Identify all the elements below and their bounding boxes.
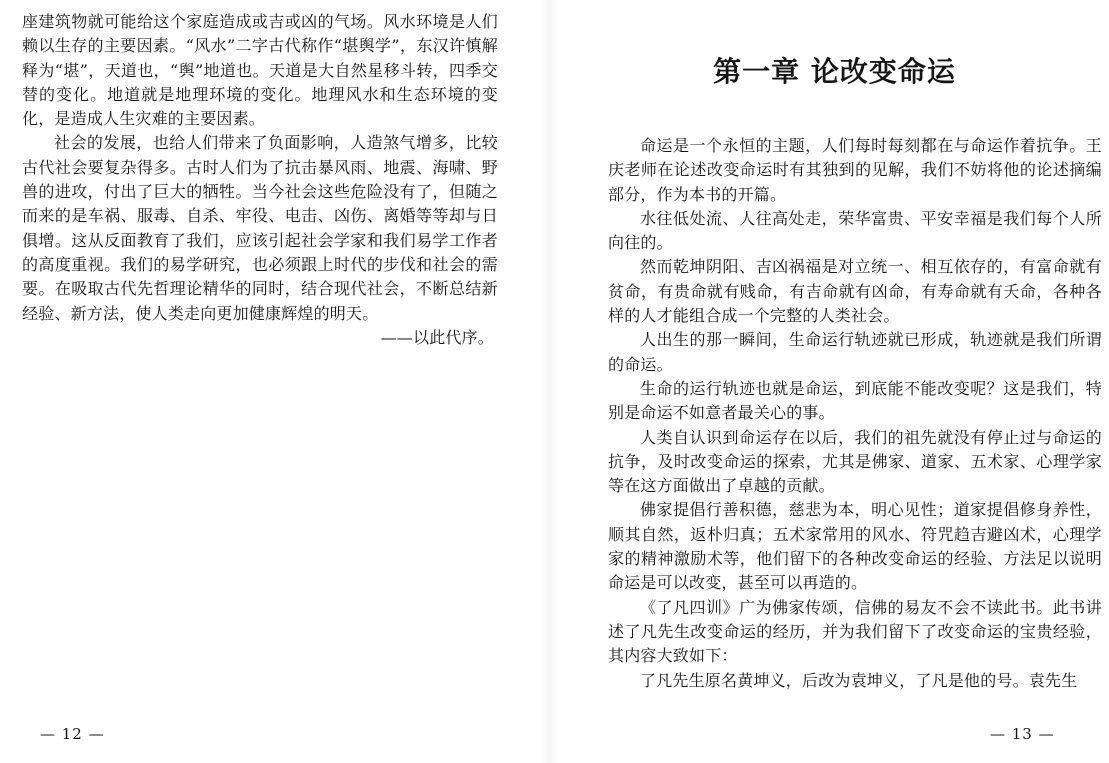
page-number: — 12 — (40, 725, 105, 743)
left-body-text (22, 10, 498, 350)
body-paragraph: 《了凡四训》广为佛家传颂，信佛的易友不会不读此书。此书讲述了凡先生改变命运的经历，并为我们留下了改变命运的宝贵经验，其内容大致如下： (608, 597, 1102, 666)
body-paragraph: 佛家提倡行善积德，慈悲为本，明心见性；道家提倡修身养性，顺其自然，返朴归真；五术家常用的风水、符咒趋吉避凶术，心理学家的精神激励术等，他们留下的各种改变命运的经验、方法足以说明命运是可以改变，甚至可以再造的。 (608, 500, 1102, 593)
book-gutter (540, 0, 560, 763)
chapter-title: 第一章 论改变命运 (713, 55, 956, 88)
body-paragraph: 社会的发展，也给人们带来了负面影响，人造煞气增多，比较古代社会要复杂得多。古时人们为了抗击暴风雨、地震、海啸、野兽的进攻，付出了巨大的牺牲。当今社会这些危险没有了，但随之而来的是车祸、服毒、自杀、牢役、电击、凶伤、离婚等等却与日俱增。这从反面教育了我们，应该引起社会学家和我们易学工作者的高度重视。我们的易学研究，也必须跟上时代的步伐和社会的需要。在吸取古代先哲理论精华的同时，结合现代社会，不断总结新经验、新方法，使人类走向更加健康辉煌的明天。 (22, 133, 498, 323)
body-paragraph: 了凡先生原名黄坤义，后改为袁坤义，了凡是他的号。袁先生 (640, 670, 1078, 690)
body-paragraph: 命运是一个永恒的主题，人们每时每刻都在与命运作着抗争。王庆老师在论述改变命运时有其独到的见解，我们不妨将他的论述摘编部分，作为本书的开篇。 (608, 136, 1102, 204)
body-paragraph: 生命的运行轨迹也就是命运，到底能不能改变呢？这是我们，特别是命运不如意者最关心的事。 (608, 378, 1102, 423)
body-paragraph: 人出生的那一瞬间，生命运行轨迹就已形成，轨迹就是我们所谓的命运。 (608, 330, 1102, 374)
left-page (0, 0, 540, 763)
body-paragraph: 人类自认识到命运存在以后，我们的祖先就没有停止过与命运的抗争，及时改变命运的探索，尤其是佛家、道家、五术家、心理学家等在这方面做出了卓越的贡献。 (608, 427, 1102, 496)
body-paragraph: 座建筑物就可能给这个家庭造成或吉或凶的气场。风水环境是人们赖以生存的主要因素。“风水”二字古代称作“堪舆学”，东汉许慎解释为“堪”，天道也，“舆”地道也。天道是大自然星移斗转，四季交替的变化。地道就是地理环境的变化。地理风水和生态环境的变化，是造成人生灾难的主要因素。 (22, 12, 498, 129)
right-page (560, 0, 1109, 763)
body-paragraph: 水往低处流、人往高处走，荣华富贵、平安幸福是我们每个人所向往的。 (608, 208, 1102, 253)
body-paragraph: 然而乾坤阴阳、吉凶祸福是对立统一、相互依存的，有富命就有贫命，有贵命就有贱命，有吉命就有凶命，有寿命就有夭命，各种各样的人才能组合成一个完整的人类社会。 (608, 257, 1102, 326)
right-body-text (608, 134, 1102, 693)
page-number: — 13 — (990, 725, 1055, 743)
preface-signature: ——以此代序。 (380, 327, 494, 347)
